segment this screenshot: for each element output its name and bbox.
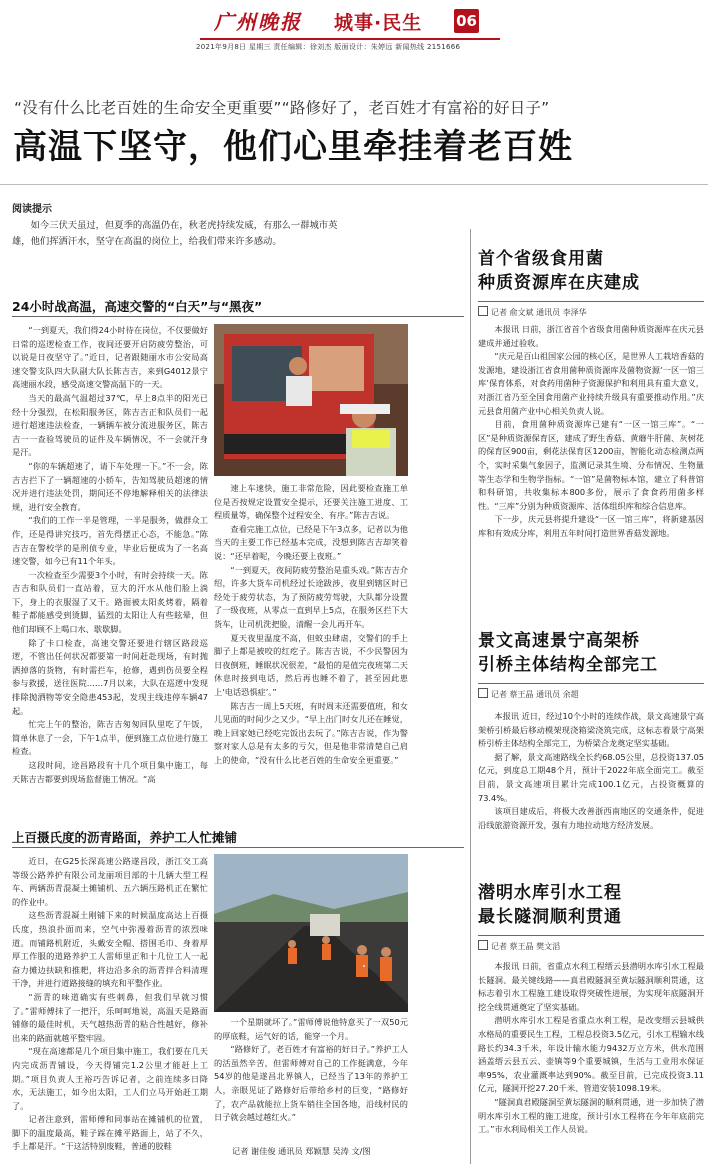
divider: [0, 184, 708, 185]
paragraph: 记者注意到，雷师傅和同事站在摊铺机的位置，脚下的温度最高，鞋子踩在摊平路面上，站了不久，手上都是汗。“干这活特别废鞋，普通的胶鞋: [12, 1114, 208, 1152]
paragraph: 这些沥青混凝土刚铺下来的时候温度高达上百摄氏度，热浪扑面而来，空气中弥漫着沥青的浓烈味道。而铺路机附近，头戴安全帽、搭围毛巾、身着厚厚工作服的道路养护工人雷师里正和十几位工人一起奋力摊边扶缺和推耙，将边沿多余的沥青拌合料清理干净，并进行道路接缝的填充和平整作业。: [12, 910, 208, 989]
paragraph: 本报讯 日前，浙江省首个省级食用菌种质资源库在庆元县建成并通过验收。: [478, 324, 704, 348]
paragraph: “一到夏天，夜间防疲劳整治是重头戏。”陈吉吉介绍，许多大货车司机经过长途跋涉，夜里到辖区时已经处于疲劳状态，为了预防疲劳驾驶，大队都分设置了一级夜班，从零点一直到早上5点，在服务区拦下大货车，让司机洗把脸，清醒一会儿再开车。: [214, 564, 408, 629]
paragraph: 陈吉吉一周上5天班，有时周末还需要值班，和女儿见面的时间少之又少。“早上出门时女儿还在睡觉，晚上回家她已经吃完饭出去玩了。”陈吉吉说，作为警察对家人总是有太多的亏欠，但是他非常清楚自己肩上的使命，“没有什么比老百姓的生命安全更重要。”: [214, 700, 408, 765]
brief-3-byline: 记者 蔡王晶 樊文滔: [478, 940, 704, 952]
paragraph: 据了解，景文高速路线全长约68.05公里，总投资137.05亿元，到度总工期48个月，预计于2022年底全面完工。截至目前，景文高速项目累计完成100.1亿元，占投资概算的73.4%。: [478, 751, 704, 803]
paragraph: 一次检查至少需要3个小时，有时会持续一天。陈吉吉和队员们一直站着，豆大的汗水从他们脸上淌下，身上的衣服湿了又干。路面被太阳炙烤着，隔着鞋子都能感受到烫脚，猛烈的太阳让人有些眩晕，但他们却顾不上喝口水、歇歇脚。: [12, 569, 208, 635]
brief-1-headline: 首个省级食用菌 种质资源库在庆建成: [478, 249, 640, 293]
section-title: 城事·民生: [334, 12, 423, 34]
paragraph: “隧洞真君殿隧洞至黄坛隧洞的顺利贯通，进一步加快了潜明水库引水工程的施工进度，预计引水工程将在今年年底前完工。”市水利局相关工作人员说。: [478, 1096, 704, 1135]
paragraph: 速上车速快，施工非常危险，因此要检查施工单位是否按规定设置安全提示，还要关注施工进度、工程质量等，确保整个过程安全、有序。”陈吉吉说。: [214, 483, 408, 521]
paragraph: 潜明水库引水工程是省重点水利工程，是改变缙云县城供水格局的重要民生工程，工程总投资3.5亿元，引水工程输水线路长约34.3千米，年设计输水能力9432万立方米，供水范围涵盖缙云县五云、壶镇等9个重要城镇，生活与工业用水保证率95%，农业灌溉率达到90%。截至目前，已完成投资3.11亿元，隧洞开挖27.20千米、管道安装1098.19米。: [478, 1015, 704, 1094]
brief-3-body: [478, 960, 704, 1137]
paragraph: 下一步，庆元县将提升建设“一区一馆三库”，将新建基因库和有效成分库，利用五年时间打造世界香菇发源地。: [478, 514, 704, 538]
main-headline: 高温下坚守，他们心里牵挂着老百姓: [13, 127, 573, 167]
paragraph: 该项目建成后，将极大改善浙西南地区的交通条件，促进沿线旅游资源开发，强有力地拉动地方经济发展。: [478, 806, 704, 830]
story2-subhead: 上百摄氏度的沥青路面，养护工人忙摊铺: [12, 830, 238, 845]
paragraph: 查看完施工点位，已经是下午3点多，记者以为他当天的主要工作已经基本完成，没想到陈吉吉却笑着说：“还早着呢，今晚还要上夜班。”: [214, 523, 408, 561]
paragraph: 当天的最高气温超过37℃，早上8点半的阳光已经十分强烈，在松阳服务区，陈吉吉正和队员们一起进行超速违法检查，一辆辆车被分流进服务区，陈吉吉一一查验驾驶员的证件及车辆情况，不一会就汗身是汗。: [12, 392, 208, 458]
lead-label: 阅读提示: [12, 204, 52, 215]
news-brief-3: [478, 881, 704, 1137]
paragraph: 一个星期就坏了。”雷师傅说他特意买了一双50元的厚底鞋，运气好的话，能穿一个月。: [214, 1017, 408, 1041]
paragraph: “沥青的味道确实有些刺鼻，但我们早就习惯了。”雷师傅抹了一把汗，乐呵呵地说，高温天是路面铺修的最佳时机，天气越热沥青的粘合性越好，修补出来的路面就越平整牢固。: [12, 991, 208, 1043]
brief-1-body: [478, 323, 704, 541]
paragraph: 除了卡口检查，高速交警还要进行辖区路段巡逻，不管出任何状况都要第一时间赶赴现场，有时抛洒掉落的货物，有时需拦车，抢修，遇到伤员要全程参与救援，送往医院……7月以来，大队在巡逻中发现排除抛洒物等安全隐患453起，发现主线违停车辆47起。: [12, 637, 208, 716]
story2-byline: 记者 谢佳俊 通讯员 郑颖慧 吴涛 文/图: [232, 1146, 371, 1156]
brief-3-headline: 潜明水库引水工程 最长隧洞顺利贯通: [478, 883, 622, 927]
story1-column-2: [214, 482, 408, 817]
paragraph: “我们的工作一半是管理，一半是服务，做群众工作，还是得讲究技巧，首先得摆正心态，不能急。”陈吉吉在警校学的是刑侦专业，毕业后便成为了一名高速交警，如今已有11个年头。: [12, 515, 208, 567]
paragraph: 本报讯 近日，经过10个小时的连续作战，景文高速景宁高架桥引桥最后移动模架现浇箱梁浇筑完成，这标志着景宁高架桥引桥主体结构全部完工，为桥梁合龙奠定坚实基础。: [478, 711, 704, 749]
story2-rule: [12, 847, 464, 848]
paragraph: “路修好了，老百姓才有富裕的好日子。”养护工人的活虽然辛苦，但雷师傅对自己的工作挺满意，今年54岁的他是遂昌北界镇人，已经当了13年的养护工人，亲眼见证了路修好后带给乡村的巨变，“路修好了，农产品就能拉上货车销往全国各地，沿线村民的日子就会越过越红火。”: [214, 1044, 408, 1123]
story2-column-1: [12, 855, 208, 1159]
brief-2-body: [478, 710, 704, 832]
brief-1-rule: [478, 301, 704, 302]
story1-column-1: [12, 324, 208, 821]
paragraph: “一到夏天，我们得24小时待在岗位，不仅要做好日常的巡逻检查工作，夜间还要开启防疲劳整治，可以说是日夜坚守了。”近日，记者跟随丽水市公安局高速交警支队四大队副大队长陈吉吉，来到G4012景宁高速丽水段，感受高速交警高温下的一天。: [12, 325, 208, 390]
road-workers-photo: [214, 854, 408, 1012]
traffic-police-photo: [214, 324, 408, 476]
news-brief-2: [478, 629, 704, 881]
paragraph: “现在高速都是几个项目集中施工，我们要在几天内完成沥青铺设，今天得铺完1.2公里才能赶上工期。”项目负责人王裕巧告诉记者，之前连续多日降水，无法施工，如今出太阳，工人们立马开始赶工期了。: [12, 1046, 208, 1111]
paragraph: 目前，食用菌种质资源库已建有“一区一馆三库”。“一区”是种质资源保育区，建成了野生香菇、黄蘑牛肝菌、灰树花的保育区900亩，剩花法保育区1200亩，智能化动态检测点两个，实时采集气象因子，监测记录其生境、分布情况、生物量等生态学和生物学指标。“一馆”是菌物标本馆，建立了科普馆和科研馆，共收集标本800多份，展示了食食药用菌多样性。“三库”分别为种质资源库、活体组织库和综合信息库。: [478, 419, 704, 511]
paragraph: “你的车辆超速了，请下车处理一下。”不一会，陈吉吉拦下了一辆超速的小轿车，告知驾驶员超速的情况并进行违法处罚，期间还不停地解释相关的法律法规，进行安全教育。: [12, 460, 208, 512]
story2-column-2: [214, 1016, 408, 1140]
column-divider: [470, 229, 471, 1164]
lead-text: 如今三伏天虽过，但夏季的高温仍在，秋老虎持续发威，有那么一群城市英雄，他们挥洒汗水，坚守在高温的岗位上，给我们带来许多感动。: [12, 220, 338, 247]
issue-info: 2021年9月8日 星期三 责任编辑：徐刘杰 版面设计：朱婷远 新闻热线 2151666: [196, 43, 461, 51]
news-brief-1: [478, 247, 704, 629]
right-column: [478, 229, 704, 1157]
paragraph: 近日，在G25长深高速公路遂昌段，浙江交工高等级公路养护有限公司龙丽项目部的十几辆大型工程车、两辆沥青混凝土摊铺机、五六辆压路机正在繁忙的作业中。: [12, 856, 208, 907]
brief-2-headline: 景文高速景宁高架桥 引桥主体结构全部完工: [478, 631, 658, 675]
paragraph: 夏天夜里温度不高，但蚊虫肆虐，交警们的手上脚子上都是被咬的红疙子。陈吉吉说，不少民警因为日夜倒班，睡眠状况很差，“最怕的是值完夜班第二天休息时接到电话，然后再也睡不着了，甚至因此患上‘电话恐惧症’。”: [214, 632, 408, 697]
paragraph: “庆元是百山祖国家公园的核心区，是世界人工栽培香菇的发源地，建设浙江省食用菌种质资源库及菌物资源‘一区一馆三库’保育体系，对食药用菌种子资源保护和利用具有重大意义，对浙江省乃至全国食用菌产业持续升级具有重要推动作用。”庆元县食用菌产业中心相关负责人说。: [478, 351, 704, 416]
page-header: [0, 0, 708, 51]
page-number: 06: [454, 9, 479, 33]
story1-subhead: 24小时战高温，高速交警的“白天”与“黑夜”: [12, 299, 263, 314]
pull-quote: “没有什么比老百姓的生命安全更重要”“路修好了，老百姓才有富裕的好日子”: [14, 99, 550, 117]
paragraph: 这段时间，途昌路段有十几个项目集中施工，每天陈吉吉都要到现场监督施工情况。“高: [12, 760, 208, 784]
brief-2-rule: [478, 683, 704, 684]
brief-1-byline: 记者 俞文斌 通讯员 李泽华: [478, 306, 704, 318]
story1-rule: [12, 316, 464, 317]
header-rule: [200, 38, 500, 40]
masthead: 广州晚报: [214, 10, 302, 34]
brief-2-byline: 记者 蔡王晶 通讯员 余超: [478, 688, 704, 700]
paragraph: 忙完上午的整治，陈吉吉匆匆回队里吃了午饭，简单休息了一会，下午1点半，便到施工点位进行施工检查。: [12, 719, 208, 757]
brief-3-rule: [478, 935, 704, 936]
paragraph: 本报讯 日前，省重点水利工程缙云县潜明水库引水工程最长隧洞、最关键线路——真君殿隧洞至黄坛隧洞顺利贯通，这标志着引水工程施工建设取得突破性进展，为实现年底隧洞开挖全线贯通奠定了坚实基础。: [478, 961, 704, 1012]
